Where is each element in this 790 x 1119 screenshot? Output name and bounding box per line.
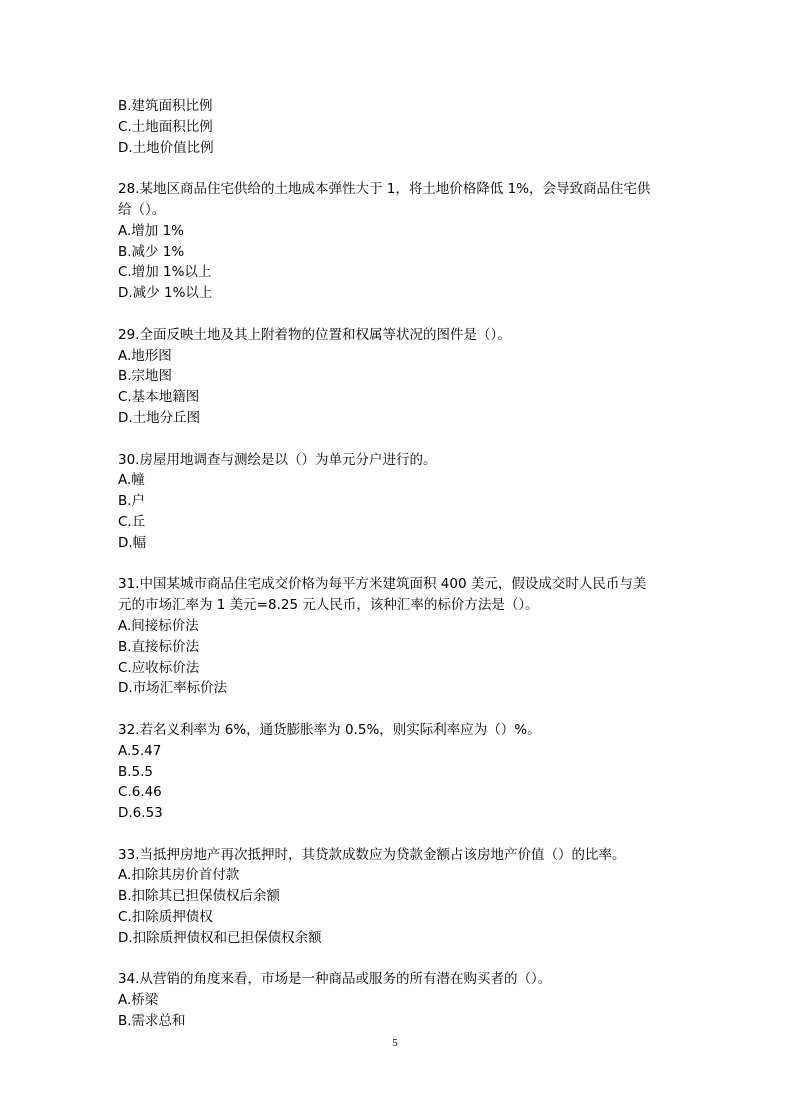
question-stem: 元的市场汇率为 1 美元=8.25 元人民币，该种汇率的标价方法是（）。 (118, 597, 539, 614)
question-stem: 33.当抵押房地产再次抵押时，其贷款成数应为贷款金额占该房地产价值（）的比率。 (118, 846, 626, 863)
option: B.直接标价法 (118, 638, 200, 655)
question-stem: 28.某地区商品住宅供给的土地成本弹性大于 1，将土地价格降低 1%，会导致商品住宅供 (118, 181, 651, 198)
question-31 (118, 574, 678, 699)
question-stem: 31.中国某城市商品住宅成交价格为每平方米建筑面积 400 美元，假设成交时人民币与美 (118, 576, 647, 593)
option: D.土地分丘图 (118, 409, 201, 426)
option: D.幅 (118, 534, 147, 551)
question-stem: 29.全面反映土地及其上附着物的位置和权属等状况的图件是（）。 (118, 326, 511, 343)
question-28 (118, 179, 678, 304)
option: C.基本地籍图 (118, 389, 200, 406)
option: A.间接标价法 (118, 617, 199, 634)
option: C.6.46 (118, 784, 162, 801)
option: B.建筑面积比例 (118, 98, 213, 114)
question-stem: 32.若名义利率为 6%，通货膨胀率为 0.5%，则实际利率应为（）%。 (118, 721, 541, 738)
option: D.6.53 (118, 805, 163, 822)
page-number: 5 (392, 1037, 398, 1049)
option: D.减少 1%以上 (118, 285, 213, 302)
option: A.5.47 (118, 742, 162, 759)
option: B.宗地图 (118, 368, 173, 385)
option: B.需求总和 (118, 1013, 186, 1030)
option: C.土地面积比例 (118, 118, 213, 135)
option: D.土地价值比例 (118, 139, 214, 156)
question-33 (118, 845, 678, 949)
option: B.户 (118, 493, 146, 510)
option: C.增加 1%以上 (118, 264, 212, 281)
option: B.5.5 (118, 763, 154, 780)
question-29 (118, 325, 678, 429)
question-stem: 34.从营销的角度来看，市场是一种商品或服务的所有潜在购买者的（）。 (118, 971, 552, 988)
question-32 (118, 720, 678, 824)
option: A.增加 1% (118, 222, 184, 239)
question-30 (118, 450, 678, 554)
option: C.扣除质押债权 (118, 909, 213, 926)
question-stem: 给（）。 (118, 201, 166, 218)
option: A.幢 (118, 472, 145, 489)
continued-options (118, 96, 678, 158)
option: A.扣除其房价首付款 (118, 867, 240, 884)
option: A.地形图 (118, 347, 172, 364)
option: B.扣除其已担保债权后余额 (118, 888, 281, 905)
question-stem: 30.房屋用地调查与测绘是以（）为单元分户进行的。 (118, 451, 437, 468)
page-content (118, 96, 678, 1032)
option: C.应收标价法 (118, 659, 200, 676)
option: B.减少 1% (118, 243, 185, 260)
option: D.市场汇率标价法 (118, 680, 228, 697)
option: A.桥梁 (118, 992, 159, 1009)
option: D.扣除质押债权和已担保债权余额 (118, 929, 322, 946)
question-34 (118, 969, 678, 1031)
option: C.丘 (118, 513, 146, 530)
